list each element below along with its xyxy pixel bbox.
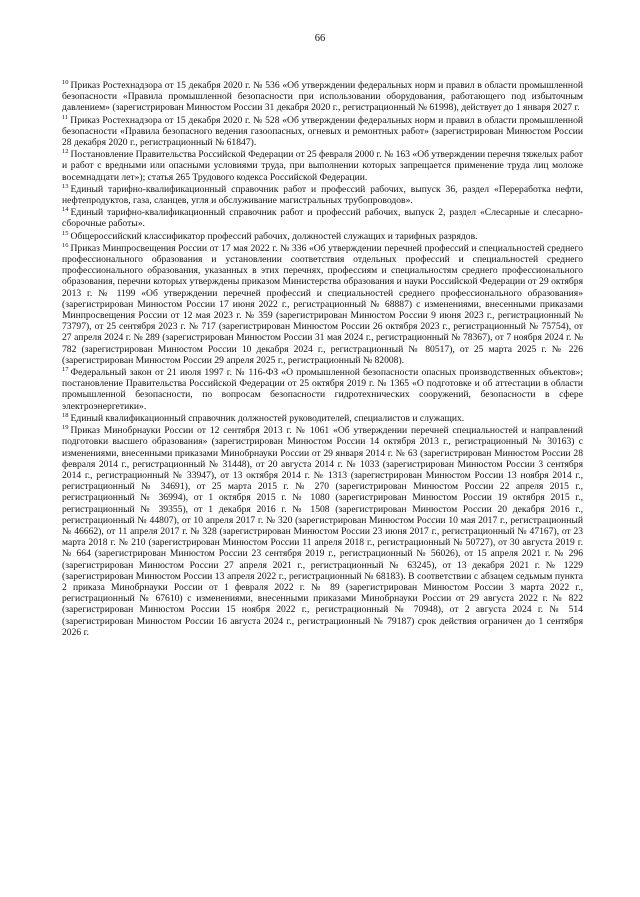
footnote-text: Приказ Минобрнауки России от 12 сентября 2013 г. № 1061 «Об утверждении перечней специальностей и направлений подготовки высшего образования» (зарегистрирован Минюстом России 14 октября 2013 г., регистрационный № 30163) с изменениями, внесенными приказами Минобрнауки России от 29 января 2014 г. № 63 (зарегистрирован Минюстом России 28 февраля 2014 г., регистрационный № 31448), от 20 августа 2014 г. № 1033 (зарегистрирован Минюстом России 3 сентября 2014 г., регистрационный № 33947), от 13 октября 2014 г. № 1313 (зарегистрирован Минюстом России 13 ноября 2014 г., регистрационный № 34691), от 25 марта 2015 г. № 270 (зарегистрирован Минюстом России 22 апреля 2015 г., регистрационный № 36994), от 1 октября 2015 г. № 1080 (зарегистрирован Минюстом России 19 октября 2015 г., регистрационный № 39355), от 1 декабря 2016 г. № 1508 (зарегистрирован Минюстом России 20 декабря 2016 г., регистрационный № 44807), от 10 апреля 2017 г. № 320 (зарегистрирован Минюстом России 10 мая 2017 г., регистрационный № 46662), от 11 апреля 2017 г. № 328 (зарегистрирован Минюстом России 23 июня 2017 г., регистрационный № 47167), от 23 марта 2018 г. № 210 (зарегистрирован Минюстом России 11 апреля 2018 г., регистрационный № 50727), от 30 августа 2019 г. № 664 (зарегистрирован Минюстом России 23 сентября 2019 г., регистрационный № 56026), от 15 апреля 2021 г. № 296 (зарегистрирован Минюстом России 27 апреля 2021 г., регистрационный № 63245), от 13 декабря 2021 г. № 1229 (зарегистрирован Минюстом России 13 апреля 2022 г., регистрационный № 68183). В соответствии с абзацем седьмым пункта 2 приказа Минобрнауки России от 1 февраля 2022 г. № 89 (зарегистрирован Минюстом России 3 марта 2022 г., регистрационный № 67610) с изменениями, внесенными приказами Минобрнауки России от 29 августа 2022 г. № 822 (зарегистрирован Минюстом России 15 ноября 2022 г., регистрационный № 70948), от 2 августа 2024 г. № 514 (зарегистрирован Минюстом России 16 августа 2024 г., регистрационный № 79187) срок действия ограничен до 1 сентября 2026 г. [62, 425, 583, 638]
footnote-13 [62, 184, 583, 206]
footnote-15 [62, 231, 583, 242]
footnote-text: Федеральный закон от 21 июля 1997 г. № 116-ФЗ «О промышленной безопасности опасных производственных объектов»; постановление Правительства Российской Федерации от 25 октября 2019 г. № 1365 «О подготовке и об аттестации в области промышленной безопасности, по вопросам безопасности гидротехнических сооружений, безопасности в сфере электроэнергетики». [62, 367, 583, 412]
footnote-marker: 10 [62, 79, 69, 86]
footnote-text: Единый тарифно-квалификационный справочник работ и профессий рабочих, выпуск 36, раздел «Переработка нефти, нефтепродуктов, газа, сланцев, угля и обслуживание магистральных трубопроводов». [62, 183, 583, 207]
footnote-marker: 12 [62, 148, 69, 156]
footnote-10 [62, 80, 583, 114]
footnote-marker: 18 [62, 411, 69, 419]
page-number: 66 [314, 33, 326, 44]
footnote-text: Постановление Правительства Российской Федерации от 25 февраля 2000 г. № 163 «Об утверждении перечня тяжелых работ и работ с вредными или опасными условиями труда, при выполнении которых запрещается применение труда лиц моложе восемнадцати лет»); статья 265 Трудового кодекса Российской Федерации. [62, 149, 583, 183]
footnote-marker: 11 [62, 113, 69, 121]
footnote-marker: 13 [62, 182, 69, 190]
footnote-19 [62, 425, 583, 638]
footnote-text: Приказ Ростехнадзора от 15 декабря 2020 г. № 528 «Об утверждении федеральных норм и правил в области промышленной безопасности «Правила безопасного ведения газоопасных, огневых и ремонтных работ» (зарегистрирован Минюстом России 28 декабря 2020 г., регистрационный № 61847). [62, 114, 583, 149]
footnotes-block [62, 80, 583, 639]
footnote-marker: 14 [62, 206, 69, 214]
footnote-16 [62, 243, 583, 366]
footnote-17 [62, 367, 583, 412]
footnote-18 [62, 413, 583, 424]
footnote-marker: 17 [62, 366, 69, 374]
footnote-marker: 19 [62, 424, 69, 432]
footnote-12 [62, 149, 583, 183]
footnote-text: Общероссийский классификатор профессий рабочих, должностей служащих и тарифных разрядов. [70, 230, 478, 242]
footnote-marker: 16 [62, 241, 69, 249]
footnote-11 [62, 115, 583, 149]
footnote-text: Приказ Минпросвещения России от 17 мая 2022 г. № 336 «Об утверждении перечней профессий и специальностей среднего профессионального образования и установлении соответствия отдельных профессий и специальностей среднего профессионального образования, указанных в этих перечнях, профессиям и специальностям среднего профессионального образования, перечни которых утверждены приказом Министерства образования и науки Российской Федерации от 29 октября 2013 г. № 1199 «Об утверждении перечней профессий и специальностей среднего профессионального образования» (зарегистрирован Минюстом России 17 июня 2022 г., регистрационный № 68887) с изменениями, внесенными приказами Минпросвещения России от 12 мая 2023 г. № 359 (зарегистрирован Минюстом России 9 июня 2023 г., регистрационный № 73797), от 25 сентября 2023 г. № 717 (зарегистрирован Минюстом России 26 октября 2023 г., регистрационный № 75754), от 27 апреля 2024 г. № 289 (зарегистрирован Минюстом России 31 мая 2024 г., регистрационный № 78367), от 7 ноября 2024 г. № 782 (зарегистрирован Минюстом России 10 декабря 2024 г., регистрационный № 80517), от 25 марта 2025 г. № 226 (зарегистрирован Минюстом России 29 апреля 2025 г., регистрационный № 82008). [62, 242, 583, 366]
footnote-14 [62, 207, 583, 229]
footnote-text: Приказ Ростехнадзора от 15 декабря 2020 г. № 536 «Об утверждении федеральных норм и правил в области промышленной безопасности «Правила промышленной безопасности при использовании оборудования, работающего под избыточным давлением» (зарегистрирован Минюстом России 31 декабря 2020 г., регистрационный № 61998), действует до 1 января 2027 г. [62, 80, 583, 114]
footnote-text: Единый квалификационный справочник должностей руководителей, специалистов и служащих. [70, 412, 465, 424]
footnote-text: Единый тарифно-квалификационный справочник работ и профессий рабочих, выпуск 2, раздел «Слесарные и слесарно-сборочные работы». [62, 207, 583, 230]
footnote-marker: 15 [62, 229, 69, 237]
